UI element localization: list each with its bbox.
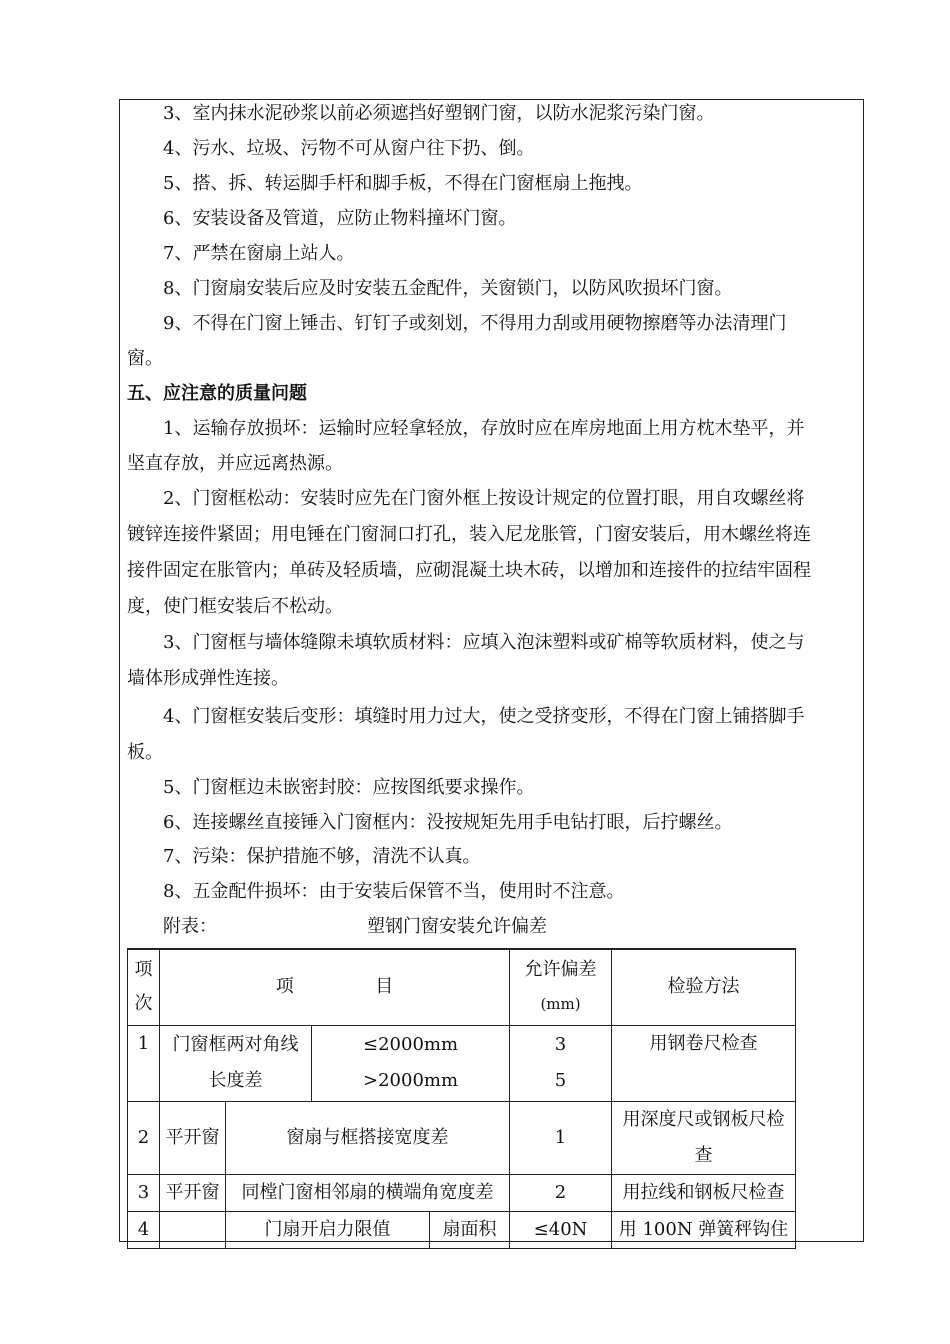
header-item-char2: 目 [375, 976, 394, 998]
row2-method-b: 查 [694, 1144, 713, 1166]
row2-method [612, 1101, 796, 1174]
header-item [160, 949, 510, 1025]
header-method: 检验方法 [612, 949, 796, 1025]
item-5: 5、搭、拆、转运脚手杆和脚手板，不得在门窗框扇上拖拽。 [163, 173, 643, 194]
row4-sub: 扇面积 [430, 1211, 510, 1248]
row3-seq: 3 [128, 1174, 160, 1211]
item-3: 3、室内抹水泥砂浆以前必须遮挡好塑钢门窗，以防水泥浆污染门窗。 [163, 103, 715, 124]
item-7: 7、严禁在窗扇上站人。 [163, 243, 355, 264]
tolerance-table [127, 948, 796, 1249]
header-seq-1: 项 [134, 959, 153, 981]
quality-2-line2: 镀锌连接件紧固；用电锤在门窗洞口打孔，装入尼龙胀管，门窗安装后，用木螺丝将连 [127, 524, 811, 545]
header-seq-2: 次 [134, 993, 153, 1015]
row4-seq: 4 [128, 1211, 160, 1248]
table-header-row [128, 949, 796, 1025]
header-tolerance-unit: (mm) [540, 995, 581, 1014]
header-seq [128, 949, 160, 1025]
row1-tol-b: 5 [554, 1070, 567, 1091]
quality-4-line2: 板。 [127, 742, 163, 763]
quality-6: 6、连接螺丝直接锤入门窗框内：没按规矩先用手电钻打眼，后拧螺丝。 [163, 812, 733, 833]
row4-method: 用 100N 弹簧秤钩住 [612, 1211, 796, 1248]
row3-category: 平开窗 [160, 1174, 226, 1211]
appendix-label: 附表： [163, 916, 217, 937]
row3-tolerance: 2 [510, 1174, 612, 1211]
table-row [128, 1174, 796, 1211]
row1-item-a: 门窗框两对角线 [172, 1034, 299, 1055]
row4-item: 门扇开启力限值 [226, 1211, 430, 1248]
quality-2-line1: 2、门窗框松动：安装时应先在门窗外框上按设计规定的位置打眼，用自攻螺丝将 [163, 488, 805, 509]
quality-7: 7、污染：保护措施不够，清洗不认真。 [163, 846, 481, 867]
row3-method: 用拉线和钢板尺检查 [612, 1174, 796, 1211]
row4-category [160, 1211, 226, 1248]
header-item-char1: 项 [275, 976, 294, 998]
row1-item-b: 长度差 [208, 1070, 263, 1091]
row4-tolerance: ≤40N [510, 1211, 612, 1248]
quality-5: 5、门窗框边未嵌密封胶：应按图纸要求操作。 [163, 777, 535, 798]
row2-category: 平开窗 [160, 1101, 226, 1174]
quality-1-line2: 坚直存放，并应远离热源。 [127, 453, 343, 474]
header-tolerance-label: 允许偏差 [524, 959, 597, 981]
table-row [128, 1211, 796, 1248]
quality-3-line2: 墙体形成弹性连接。 [127, 668, 289, 689]
quality-8: 8、五金配件损坏：由于安装后保管不当，使用时不注意。 [163, 881, 625, 902]
quality-2-line3: 接件固定在胀管内；单砖及轻质墙，应砌混凝土块木砖，以增加和连接件的拉结牢固程 [127, 560, 811, 581]
table-row [128, 1101, 796, 1174]
item-8: 8、门窗扇安装后应及时安装五金配件，关窗锁门，以防风吹损坏门窗。 [163, 278, 733, 299]
row1-tolerance [510, 1025, 612, 1101]
quality-2-line4: 度，使门框安装后不松动。 [127, 596, 343, 617]
row2-method-a: 用深度尺或钢板尺检 [622, 1108, 785, 1130]
item-4: 4、污水、垃圾、污物不可从窗户往下扔、倒。 [163, 138, 535, 159]
row2-item: 窗扇与框搭接宽度差 [226, 1101, 510, 1174]
appendix-title: 塑钢门窗安装允许偏差 [367, 916, 547, 937]
section-5-heading: 五、应注意的质量问题 [127, 383, 307, 404]
item-6: 6、安装设备及管道，应防止物料撞坏门窗。 [163, 208, 517, 229]
table-row [128, 1025, 796, 1101]
row3-item: 同樘门窗相邻扇的横端角宽度差 [226, 1174, 510, 1211]
row1-item [160, 1025, 312, 1101]
quality-4-line1: 4、门窗框安装后变形：填缝时用力过大，使之受挤变形，不得在门窗上铺搭脚手 [163, 706, 805, 727]
item-9-line2: 窗。 [127, 348, 163, 369]
quality-3-line1: 3、门窗框与墙体缝隙未填软质材料：应填入泡沫塑料或矿棉等软质材料，使之与 [163, 632, 805, 653]
row1-tol-a: 3 [554, 1034, 567, 1055]
item-9-line1: 9、不得在门窗上锤击、钉钉子或刻划，不得用力刮或用硬物擦磨等办法清理门 [163, 313, 787, 334]
row2-seq: 2 [128, 1101, 160, 1174]
row1-method: 用钢卷尺检查 [612, 1025, 796, 1101]
row1-seq: 1 [128, 1025, 160, 1101]
row1-cond-a: ≤2000mm [363, 1034, 459, 1055]
header-tolerance [510, 949, 612, 1025]
row1-condition [312, 1025, 510, 1101]
row1-cond-b: >2000mm [363, 1070, 459, 1091]
quality-1-line1: 1、运输存放损坏：运输时应轻拿轻放，存放时应在库房地面上用方枕木垫平，并 [163, 418, 805, 439]
row2-tolerance: 1 [510, 1101, 612, 1174]
